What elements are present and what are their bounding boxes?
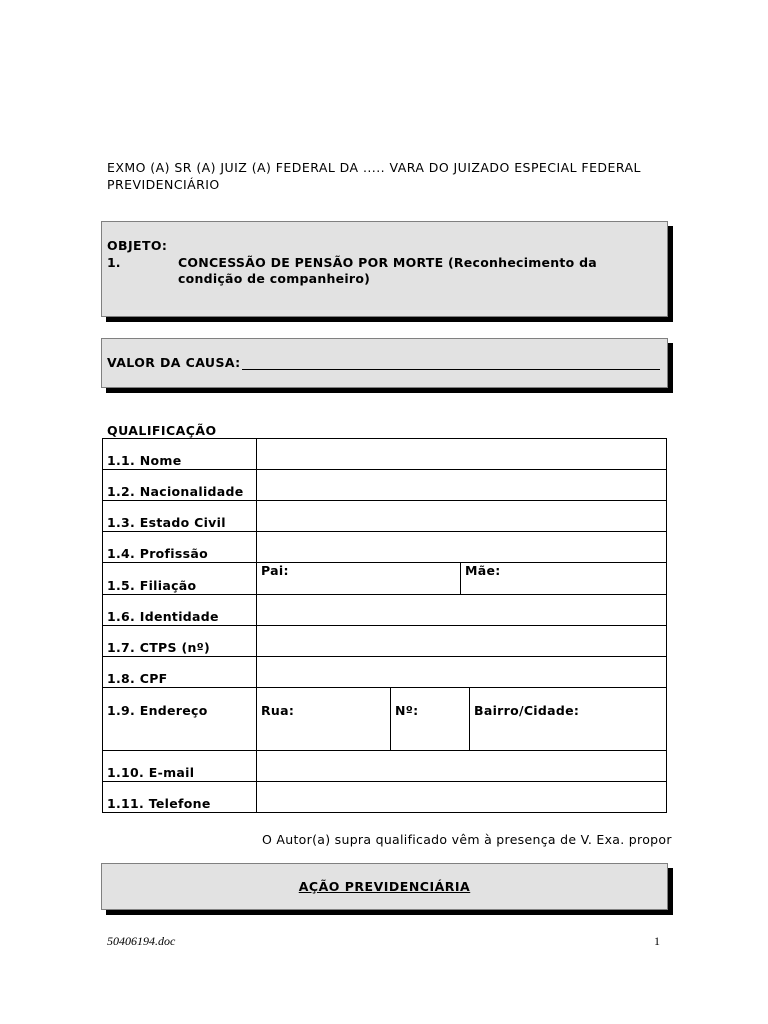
table-row	[103, 563, 667, 595]
objeto-box	[101, 221, 668, 317]
field-identidade[interactable]	[257, 595, 667, 626]
autor-statement: O Autor(a) supra qualificado vêm à presença de V. Exa. propor	[262, 832, 672, 847]
field-nome[interactable]	[257, 439, 667, 470]
objeto-text: CONCESSÃO DE PENSÃO POR MORTE (Reconhecimento da condição de companheiro)	[178, 255, 597, 286]
field-email[interactable]	[257, 751, 667, 782]
row-label-endereco: 1.9. Endereço	[103, 688, 257, 751]
field-bairro-cidade[interactable]	[470, 688, 667, 750]
table-row	[103, 501, 667, 532]
endereco-inner	[257, 688, 666, 750]
field-telefone[interactable]	[257, 782, 667, 813]
field-rua[interactable]	[257, 688, 391, 750]
court-header	[107, 159, 663, 193]
table-row	[103, 688, 667, 751]
numero-label: Nº:	[395, 703, 419, 718]
table-row	[103, 782, 667, 813]
qualificacao-table	[102, 438, 667, 813]
filiacao-cell	[257, 563, 667, 595]
field-cpf[interactable]	[257, 657, 667, 688]
table-row	[103, 657, 667, 688]
row-label-nacionalidade: 1.2. Nacionalidade	[103, 470, 257, 501]
row-label-email: 1.10. E-mail	[103, 751, 257, 782]
qualificacao-title: QUALIFICAÇÃO	[107, 423, 217, 438]
table-row	[103, 751, 667, 782]
acao-box	[101, 863, 668, 910]
objeto-number: 1.	[107, 255, 121, 270]
row-label-telefone: 1.11. Telefone	[103, 782, 257, 813]
valor-box	[101, 338, 668, 388]
endereco-cell	[257, 688, 667, 751]
table-row	[103, 470, 667, 501]
objeto-title: OBJETO:	[107, 238, 168, 253]
filiacao-inner	[257, 563, 666, 594]
court-header-line1: EXMO (A) SR (A) JUIZ (A) FEDERAL DA ..... VARA DO JUIZADO ESPECIAL FEDERAL	[107, 160, 641, 175]
rua-label: Rua:	[261, 703, 295, 718]
pai-label: Pai:	[261, 563, 289, 578]
table-row	[103, 626, 667, 657]
field-estado-civil[interactable]	[257, 501, 667, 532]
row-label-profissao: 1.4. Profissão	[103, 532, 257, 563]
row-label-identidade: 1.6. Identidade	[103, 595, 257, 626]
table-row	[103, 595, 667, 626]
court-header-line2: PREVIDENCIÁRIO	[107, 177, 220, 192]
row-label-ctps: 1.7. CTPS (nº)	[103, 626, 257, 657]
field-mae[interactable]	[461, 563, 667, 594]
footer-page-number: 1	[654, 934, 660, 948]
field-nacionalidade[interactable]	[257, 470, 667, 501]
field-ctps[interactable]	[257, 626, 667, 657]
valor-fill-line[interactable]	[242, 369, 660, 370]
row-label-estado-civil: 1.3. Estado Civil	[103, 501, 257, 532]
field-numero[interactable]	[391, 688, 470, 750]
field-pai[interactable]	[257, 563, 461, 594]
row-label-nome: 1.1. Nome	[103, 439, 257, 470]
table-row	[103, 439, 667, 470]
mae-label: Mãe:	[465, 563, 501, 578]
field-profissao[interactable]	[257, 532, 667, 563]
acao-title: AÇÃO PREVIDENCIÁRIA	[298, 879, 471, 894]
bairro-label: Bairro/Cidade:	[474, 703, 580, 718]
row-label-cpf: 1.8. CPF	[103, 657, 257, 688]
row-label-filiacao: 1.5. Filiação	[103, 563, 257, 595]
footer-filename: 50406194.doc	[107, 934, 176, 948]
table-row	[103, 532, 667, 563]
valor-label: VALOR DA CAUSA:	[107, 355, 241, 370]
